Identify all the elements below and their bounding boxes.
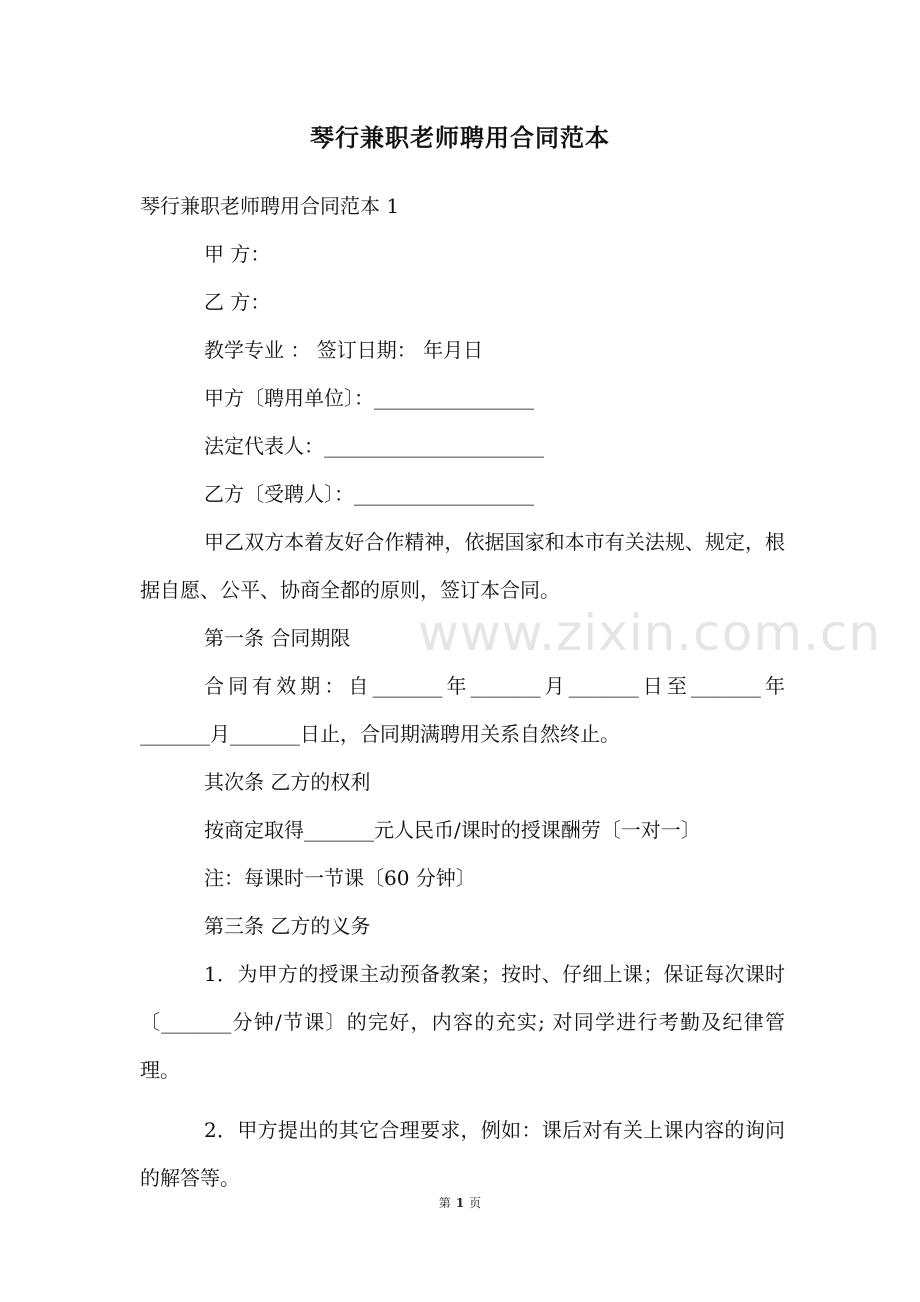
employer-line: 甲方〔聘用单位〕：________________ bbox=[204, 386, 534, 410]
paragraph-gap bbox=[140, 1094, 785, 1106]
intro-paragraph: 甲乙双方本着友好合作精神，依据国家和本市有关法规、规定，根据自愿、公平、协商全都的原则，签订本合同。 bbox=[140, 530, 785, 602]
page-number: 1 bbox=[455, 1196, 465, 1210]
footer-suffix: 页 bbox=[469, 1196, 482, 1210]
footer-prefix: 第 bbox=[438, 1196, 451, 1210]
article-1-text: 合同有效期：自_______年_______月_______日至_______年_______月_______日止，合同期满聘用关系自然终止。 bbox=[140, 674, 785, 746]
article-1-heading: 第一条 合同期限 bbox=[204, 626, 351, 650]
major-date-line: 教学专业 ： 签订日期： 年月日 bbox=[204, 338, 484, 362]
party-b-line: 乙 方： bbox=[204, 290, 271, 314]
article-3-item-2: 2．甲方提出的其它合理要求，例如：课后对有关上课内容的询问的解答等。 bbox=[140, 1118, 785, 1190]
watermark: www.zixin.com.cn bbox=[418, 604, 882, 662]
article-3-heading: 第三条 乙方的义务 bbox=[204, 914, 371, 938]
article-2-note: 注：每课时一节课〔60 分钟〕 bbox=[204, 866, 476, 890]
page-footer bbox=[0, 1194, 920, 1211]
legal-rep-line: 法定代表人：______________________ bbox=[204, 434, 544, 458]
article-3-item-1: 1．为甲方的授课主动预备教案；按时、仔细上课；保证每次课时〔_______分钟/节课〕的完好，内容的充实; 对同学进行考勤及纪律管理。 bbox=[140, 962, 785, 1082]
article-2-heading: 其次条 乙方的权利 bbox=[204, 770, 371, 794]
document-body bbox=[140, 182, 785, 1202]
employee-line: 乙方〔受聘人〕：__________________ bbox=[204, 482, 534, 506]
subtitle: 琴行兼职老师聘用合同范本 1 bbox=[140, 194, 400, 218]
document-title: 琴行兼职老师聘用合同范本 bbox=[310, 123, 610, 152]
article-2-fee-line: 按商定取得_______元人民币/课时的授课酬劳〔一对一〕 bbox=[204, 818, 701, 842]
party-a-line: 甲 方： bbox=[204, 242, 271, 266]
